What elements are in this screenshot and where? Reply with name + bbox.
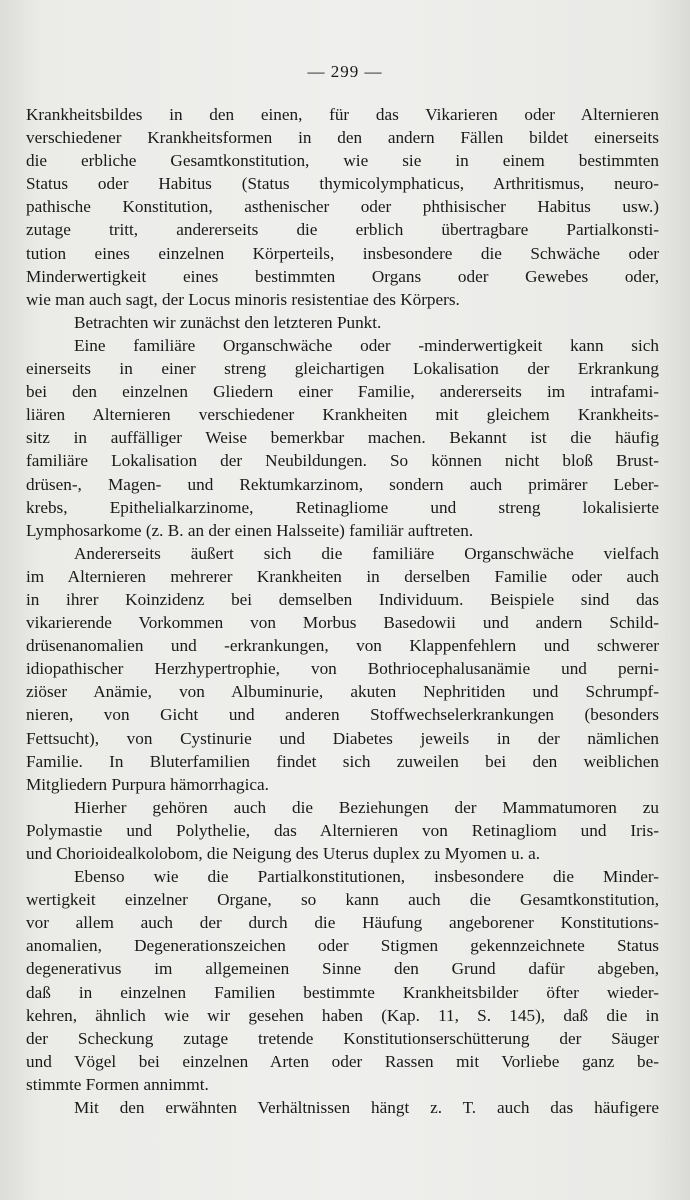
text-line: pathische Konstitution, asthenischer oder phthisischer Habitus usw.)	[26, 197, 659, 217]
text-line: degenerativus im allgemeinen Sinne den Grund dafür abgeben,	[26, 959, 659, 979]
text-line: vikarierende Vorkommen von Morbus Basedowii und andern Schild-	[26, 613, 659, 633]
text-line: Polymastie und Polythelie, das Alternieren von Retinagliom und Iris-	[26, 820, 659, 840]
text-line: Minderwertigkeit eines bestimmten Organs oder Gewebes oder,	[26, 266, 659, 286]
text-line: bei den einzelnen Gliedern einer Familie, andererseits im intrafami-	[26, 382, 659, 402]
text-line: stimmte Formen annimmt.	[26, 1074, 209, 1094]
text-line: wie man auch sagt, der Locus minoris resistentiae des Körpers.	[26, 289, 460, 309]
text-line: wertigkeit einzelner Organe, so kann auch die Gesamtkonstitution,	[26, 890, 659, 910]
text-line: der Scheckung zutage tretende Konstitutionserschütterung der Säuger	[26, 1028, 659, 1048]
text-line: drüsen-, Magen- und Rektumkarzinom, sondern auch primärer Leber-	[26, 474, 659, 494]
text-line: Eine familiäre Organschwäche oder -minderwertigkeit kann sich	[74, 335, 659, 355]
text-line: Andererseits äußert sich die familiäre Organschwäche vielfach	[74, 543, 659, 563]
text-line: daß in einzelnen Familien bestimmte Krankheitsbilder öfter wieder-	[26, 982, 659, 1002]
text-line: drüsenanomalien und -erkrankungen, von Klappenfehlern und schwerer	[26, 636, 659, 656]
text-line: einerseits in einer streng gleichartigen Lokalisation der Erkrankung	[26, 359, 659, 379]
text-line: tution eines einzelnen Körperteils, insbesondere die Schwäche oder	[26, 243, 659, 263]
text-line: sitz in auffälliger Weise bemerkbar machen. Bekannt ist die häufig	[26, 428, 659, 448]
text-line: kehren, ähnlich wie wir gesehen haben (Kap. 11, S. 145), daß die in	[26, 1005, 659, 1025]
text-line: Lymphosarkome (z. B. an der einen Halsseite) familiär auftreten.	[26, 520, 474, 540]
page-number: — 299 —	[307, 62, 383, 81]
text-line: im Alternieren mehrerer Krankheiten in derselben Familie oder auch	[26, 566, 659, 586]
text-line: Hierher gehören auch die Beziehungen der Mammatumoren zu	[74, 797, 659, 817]
text-line: die erbliche Gesamtkonstitution, wie sie in einem bestimmten	[26, 151, 659, 171]
text-line: krebs, Epithelialkarzinome, Retinagliome und streng lokalisierte	[26, 497, 659, 517]
text-line: Status oder Habitus (Status thymicolymphaticus, Arthritismus, neuro-	[26, 174, 659, 194]
text-line: ziöser Anämie, von Albuminurie, akuten Nephritiden und Schrumpf-	[26, 682, 659, 702]
text-line: zutage tritt, andererseits die erblich übertragbare Partialkonsti-	[26, 220, 659, 240]
text-line: Familie. In Bluterfamilien findet sich zuweilen bei den weiblichen	[26, 751, 659, 771]
text-line: in ihrer Koinzidenz bei demselben Individuum. Beispiele sind das	[26, 589, 659, 609]
body-text	[26, 103, 659, 1119]
text-line: vor allem auch der durch die Häufung angeborener Konstitutions-	[26, 913, 659, 933]
text-line: liären Alternieren verschiedener Krankheiten mit gleichem Krankheits-	[26, 405, 659, 425]
text-line: anomalien, Degenerationszeichen oder Stigmen gekennzeichnete Status	[26, 936, 659, 956]
text-line: familiäre Lokalisation der Neubildungen. So können nicht bloß Brust-	[26, 451, 659, 471]
text-line: und Chorioidealkolobom, die Neigung des Uterus duplex zu Myomen u. a.	[26, 844, 541, 863]
text-line: Mitgliedern Purpura hämorrhagica.	[26, 774, 269, 794]
text-line: Mit den erwähnten Verhältnissen hängt z. T. auch das häufigere	[74, 1098, 659, 1118]
text-line: Ebenso wie die Partialkonstitutionen, insbesondere die Minder-	[74, 867, 659, 887]
text-line: nieren, von Gicht und anderen Stoffwechselerkrankungen (besonders	[26, 705, 659, 725]
text-line: idiopathischer Herzhypertrophie, von Bothriocephalusanämie und perni-	[26, 659, 659, 679]
text-line: Krankheitsbildes in den einen, für das Vikarieren oder Alternieren	[26, 105, 659, 124]
text-line: verschiedener Krankheitsformen in den andern Fällen bildet einerseits	[26, 128, 659, 148]
text-line: Fettsucht), von Cystinurie und Diabetes jeweils in der nämlichen	[26, 728, 659, 748]
text-line: Betrachten wir zunächst den letzteren Punkt.	[74, 312, 382, 332]
text-line: und Vögel bei einzelnen Arten oder Rassen mit Vorliebe ganz be-	[26, 1051, 659, 1071]
